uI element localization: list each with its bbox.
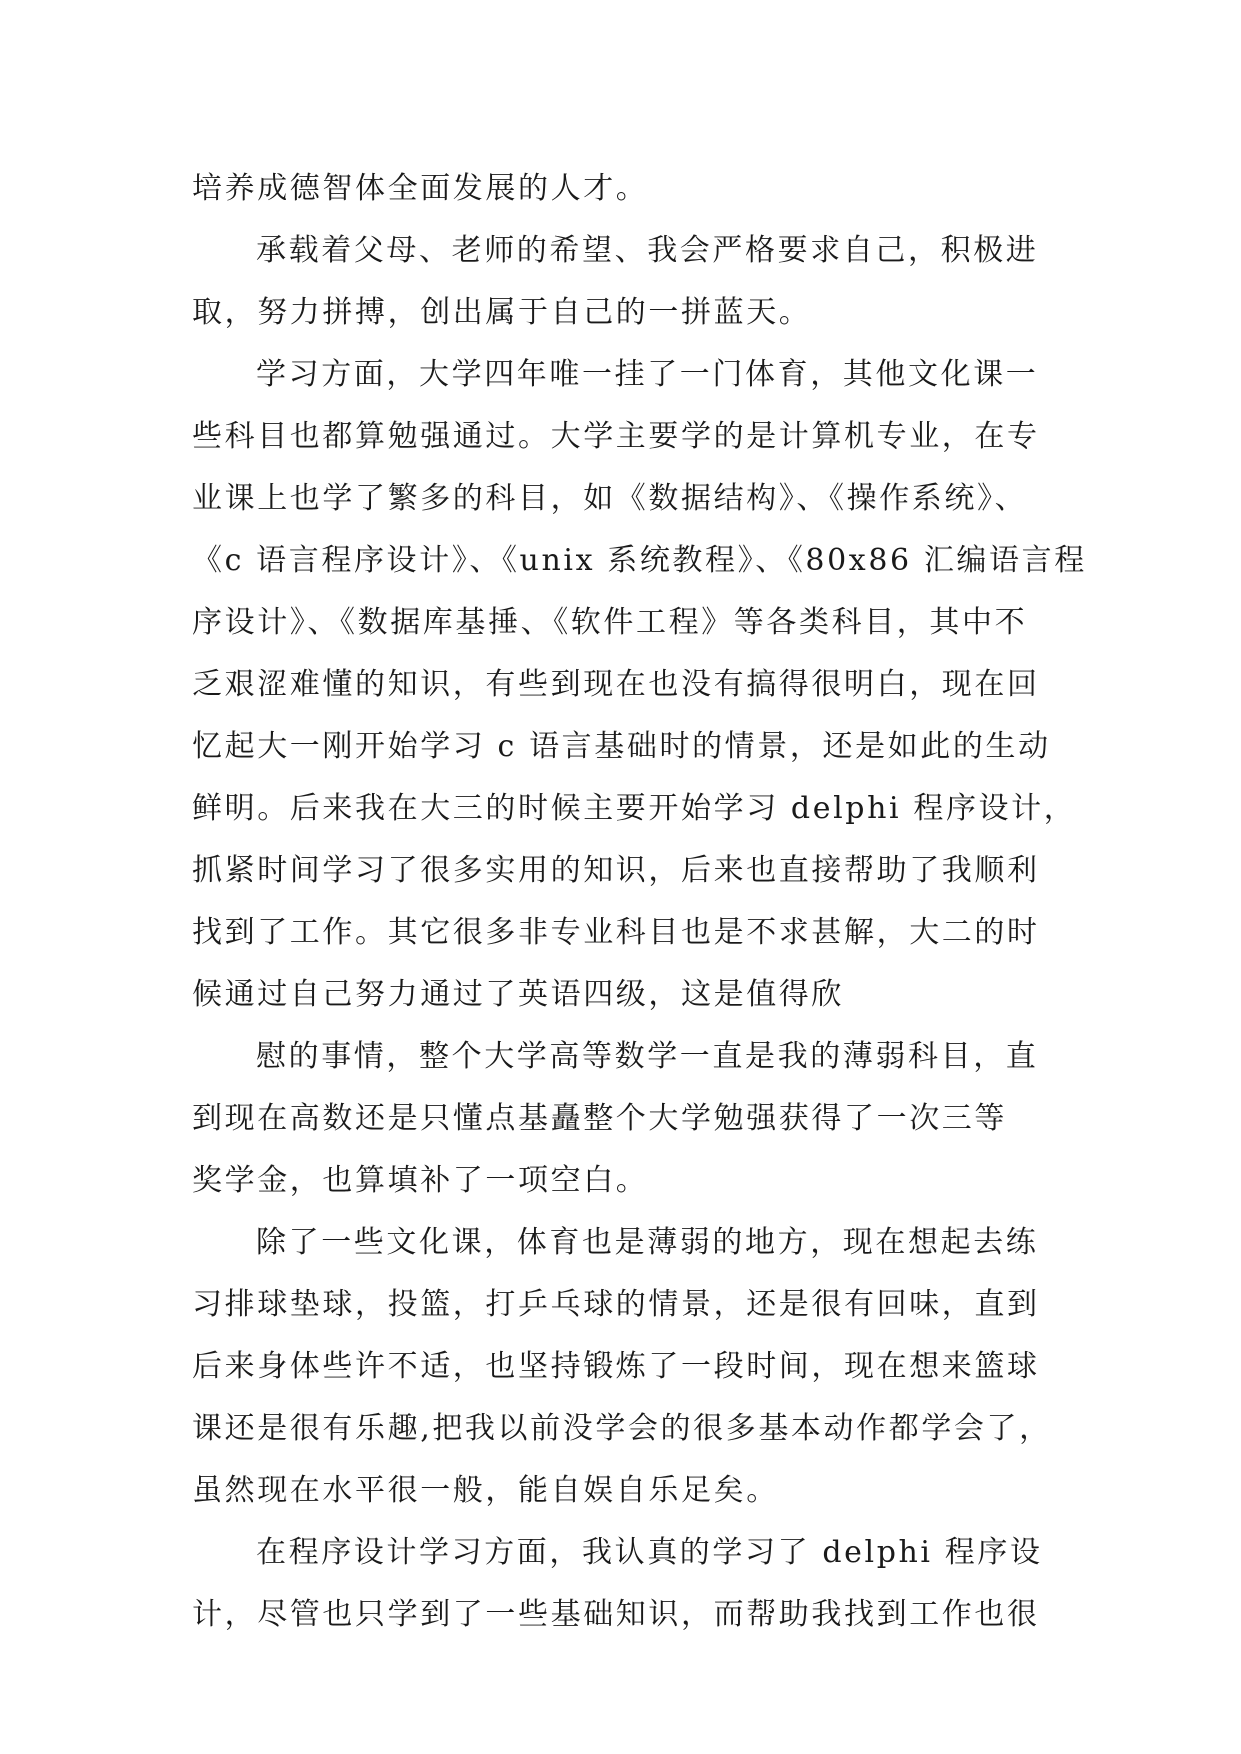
text-line: 慰的事情，整个大学高等数学一直是我的薄弱科目，直 — [256, 1039, 1039, 1074]
text-line: 序设计》、《数据库基捶、《软件工程》等各类科目，其中不 — [192, 605, 1028, 640]
text-line: 到现在高数还是只懂点基矗整个大学勉强获得了一次三等 — [192, 1101, 1007, 1136]
text-line: 承载着父母、老师的希望、我会严格要求自己，积极进 — [256, 233, 1039, 268]
text-line: 找到了工作。其它很多非专业科目也是不求甚解，大二的时 — [192, 915, 1040, 950]
document-body — [192, 158, 1087, 1646]
text-line: 些科目也都算勉强通过。大学主要学的是计算机专业，在专 — [192, 419, 1040, 454]
text-line: 后来身体些许不适，也坚持锻炼了一段时间，现在想来篮球 — [192, 1349, 1040, 1384]
text-line: 抓紧时间学习了很多实用的知识，后来也直接帮助了我顺利 — [192, 853, 1040, 888]
text-line: 《c 语言程序设计》、《unix 系统教程》、《80x86 汇编语言程 — [192, 543, 1087, 578]
text-line: 奖学金，也算填补了一项空白。 — [192, 1163, 649, 1198]
text-line: 乏艰涩难懂的知识，有些到现在也没有搞得很明白，现在回 — [192, 667, 1040, 702]
text-line: 课还是很有乐趣,把我以前没学会的很多基本动作都学会了， — [192, 1411, 1052, 1446]
text-line: 忆起大一刚开始学习 c 语言基础时的情景，还是如此的生动 — [192, 729, 1051, 764]
text-line: 计，尽管也只学到了一些基础知识，而帮助我找到工作也很 — [192, 1597, 1040, 1632]
text-line: 习排球垫球，投篮，打乒乓球的情景，还是很有回味，直到 — [192, 1287, 1040, 1322]
text-line: 取，努力拼搏，创出属于自己的一拼蓝天。 — [192, 295, 812, 330]
text-line: 鲜明。后来我在大三的时候主要开始学习 delphi 程序设计， — [192, 791, 1077, 826]
text-line: 在程序设计学习方面，我认真的学习了 delphi 程序设 — [256, 1535, 1043, 1570]
text-line: 虽然现在水平很一般，能自娱自乐足矣。 — [192, 1473, 779, 1508]
text-line: 除了一些文化课，体育也是薄弱的地方，现在想起去练 — [256, 1225, 1039, 1260]
text-line: 学习方面，大学四年唯一挂了一门体育，其他文化课一 — [256, 357, 1039, 392]
text-line: 候通过自己努力通过了英语四级，这是值得欣 — [192, 977, 844, 1012]
text-line: 业课上也学了繁多的科目，如《数据结构》、《操作系统》、 — [192, 481, 1028, 516]
text-line: 培养成德智体全面发展的人才。 — [192, 171, 649, 206]
